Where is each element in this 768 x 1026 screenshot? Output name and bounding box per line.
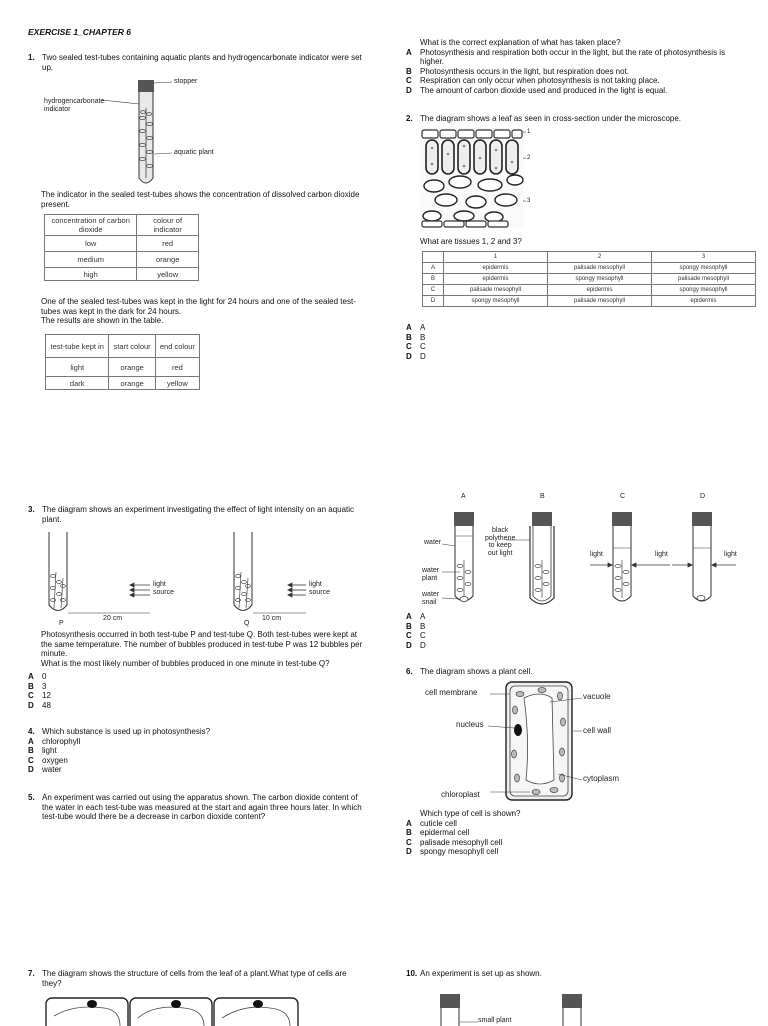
option-c[interactable]: C 12 <box>28 691 51 700</box>
option-d[interactable]: D D <box>406 640 426 650</box>
question-1 <box>28 53 368 72</box>
question-2: 2. The diagram shows a leaf as seen in cross-section under the microscope. <box>406 114 682 123</box>
tissue-2-marker: 2 <box>527 155 531 161</box>
light-label-c: light <box>590 551 603 558</box>
black-polythene-label: black polythene to keep out light <box>485 527 516 557</box>
light-label-mid: light <box>655 551 668 558</box>
tissue-1-marker: 1 <box>527 129 531 135</box>
table-row: C palisade mesophyll epidermis spongy mesophyll <box>423 285 756 296</box>
question-text: The diagram shows a plant cell. <box>420 667 533 676</box>
table-row: light orange red <box>46 358 200 377</box>
question-text: The diagram shows a leaf as seen in cross-section under the microscope. <box>420 114 682 123</box>
tube-letter-b: B <box>540 493 545 500</box>
option-b[interactable]: B epidermal cell <box>406 828 470 837</box>
question-7: 7. The diagram shows the structure of cells from the leaf of a plant.What type of cells are they? <box>28 969 368 988</box>
apparatus-diagram <box>440 510 740 610</box>
option-a[interactable]: A 0 <box>28 672 47 681</box>
question-10: 10. An experiment is set up as shown. <box>406 969 542 978</box>
option-b[interactable]: B Photosynthesis occurs in the light, but respiration does not. <box>406 66 630 76</box>
option-a[interactable]: A chlorophyll <box>28 736 81 746</box>
question-text: An experiment was carried out using the apparatus shown. The carbon dioxide content of the water in each test-tube was measured at the start and again three hours later. In which test-tube would there be a decrease in carbon dioxide content? <box>42 793 362 821</box>
option-d[interactable]: D water <box>28 765 62 774</box>
option-a[interactable]: A A <box>406 323 426 332</box>
question-6: 6. The diagram shows a plant cell. <box>406 667 533 676</box>
table-row: B epidermis spongy mesophyll palisade mesophyll <box>423 274 756 285</box>
question-number: 1. <box>28 53 35 62</box>
question-text: What are tissues 1, 2 and 3? <box>420 237 522 246</box>
question-text: The diagram shows the structure of cells from the leaf of a plant.What type of cells are they? <box>42 969 347 988</box>
option-d[interactable]: D The amount of carbon dioxide used and produced in the light is equal. <box>406 85 668 95</box>
stopper-label: stopper <box>174 78 198 85</box>
chloroplast-label: chloroplast <box>441 790 480 799</box>
question-text: The diagram shows an experiment investigating the effect of light intensity on an aquatic plant. <box>42 505 355 524</box>
option-d[interactable]: D 48 <box>28 700 51 710</box>
tube-letter-a: A <box>461 493 466 500</box>
results-text: One of the sealed test-tubes was kept in the light for 24 hours and one of the sealed test-tubes was kept in the dark for 24 hours. The results are shown in the table. <box>41 297 356 325</box>
option-c[interactable]: C Respiration can only occur when photosynthesis is not taking place. <box>406 76 660 85</box>
light-source-label-q: light source <box>309 581 331 596</box>
distance-label-p: 20 cm <box>103 615 123 622</box>
option-b[interactable]: B light <box>28 746 57 755</box>
tube-letter-d: D <box>700 493 706 500</box>
option-c[interactable]: C palisade mesophyll cell <box>406 837 503 847</box>
question-text: What is the correct explanation of what has taken place? <box>420 38 621 47</box>
table-row: dark orange yellow <box>46 377 200 390</box>
table-row: low red <box>45 236 199 252</box>
tube-q-label: Q <box>244 620 250 627</box>
distance-label-q: 10 cm <box>262 615 282 622</box>
option-b[interactable]: B B <box>406 332 426 342</box>
water-plant-label: water plant <box>422 567 440 582</box>
option-b[interactable]: B 3 <box>28 681 47 691</box>
water-label: water <box>424 539 442 546</box>
tissue-table: 1 2 3 A epidermis palisade mesophyll spongy mesophyll B epidermis spongy mesophyll palisade mesophyll C palisade mesophyll epidermis spongy mesophyll D spongy mesophyll palisade mesophyll epidermis <box>422 251 756 307</box>
tube-letter-c: C <box>620 493 626 500</box>
tube-p-label: P <box>59 620 64 627</box>
nucleus-label: nucleus <box>456 720 484 729</box>
question-3-options <box>28 672 51 710</box>
question-text: An experiment is set up as shown. <box>420 969 542 978</box>
light-source-label-p: light source <box>153 581 175 596</box>
question-1-continued <box>406 38 746 95</box>
question-3-body: Photosynthesis occurred in both test-tube P and test-tube Q. Both test-tubes were kept at the same temperature. The number of bubbles produced in test-tube P was 12 bubbles per minute. What is the most likely number of bubbles produced in one minute in test-tube Q? <box>41 630 363 668</box>
cell-wall-label: cell wall <box>583 726 612 735</box>
cell-membrane-label: cell membrane <box>425 688 478 697</box>
option-c[interactable]: C oxygen <box>28 755 68 765</box>
question-5-options <box>406 612 426 650</box>
light-intensity-diagram <box>44 530 344 630</box>
question-6-body <box>406 809 736 857</box>
table-row: medium orange <box>45 252 199 268</box>
table-row: high yellow <box>45 268 199 281</box>
tissue-3-marker: 3 <box>527 198 531 204</box>
q10-apparatus-diagram <box>430 994 610 1024</box>
option-d[interactable]: D D <box>406 351 426 361</box>
option-b[interactable]: B B <box>406 621 426 631</box>
table-row: D spongy mesophyll palisade mesophyll epidermis <box>423 296 756 307</box>
option-a[interactable]: A A <box>406 612 426 621</box>
indicator-text: The indicator in the sealed test-tubes shows the concentration of dissolved carbon dioxide present. <box>41 190 360 209</box>
question-text: Which substance is used up in photosynthesis? <box>42 727 211 736</box>
table-row: A epidermis palisade mesophyll spongy mesophyll <box>423 263 756 274</box>
cytoplasm-label: cytoplasm <box>583 774 620 783</box>
question-text: Which type of cell is shown? <box>420 809 521 818</box>
question-text: Two sealed test-tubes containing aquatic plants and hydrogencarbonate indicator were set up. <box>42 53 362 72</box>
indicator-label: hydrogencarbonate indicator <box>44 98 105 113</box>
vacuole-label: vacuole <box>583 692 611 701</box>
results-table: test-tube kept in start colour end colour light orange red dark orange yellow <box>45 334 200 390</box>
question-2-options <box>406 323 426 361</box>
aquatic-plant-label: aquatic plant <box>174 149 214 156</box>
small-plant-label: small plant <box>478 1017 512 1024</box>
q1-test-tube-diagram <box>130 78 190 190</box>
plant-cell-diagram <box>500 680 580 804</box>
option-c[interactable]: C C <box>406 631 426 640</box>
option-c[interactable]: C C <box>406 342 426 351</box>
question-5: 5. An experiment was carried out using the apparatus shown. The carbon dioxide content of the water in each test-tube was measured at the start and again three hours later. In which test-tube would there be a decrease in carbon dioxide content? <box>28 793 368 822</box>
option-a[interactable]: A cuticle cell <box>406 818 457 828</box>
leaf-cross-section-diagram <box>420 128 530 232</box>
leaf-cells-diagram <box>44 996 304 1026</box>
water-snail-label: water snail <box>422 591 440 606</box>
option-d[interactable]: D spongy mesophyll cell <box>406 847 499 856</box>
option-a[interactable]: A Photosynthesis and respiration both occur in the light, but the rate of photosynthesis is higher. <box>406 47 726 66</box>
question-4: 4. Which substance is used up in photosynthesis? A chlorophyll B light C oxygen D water <box>28 727 358 775</box>
question-3: 3. The diagram shows an experiment investigating the effect of light intensity on an aquatic plant. <box>28 505 358 524</box>
indicator-table: concentration of carbon dioxide colour of indicator low red medium orange high yellow <box>44 214 199 281</box>
page-title: EXERCISE 1_CHAPTER 6 <box>28 27 131 37</box>
light-label-d: light <box>724 551 737 558</box>
